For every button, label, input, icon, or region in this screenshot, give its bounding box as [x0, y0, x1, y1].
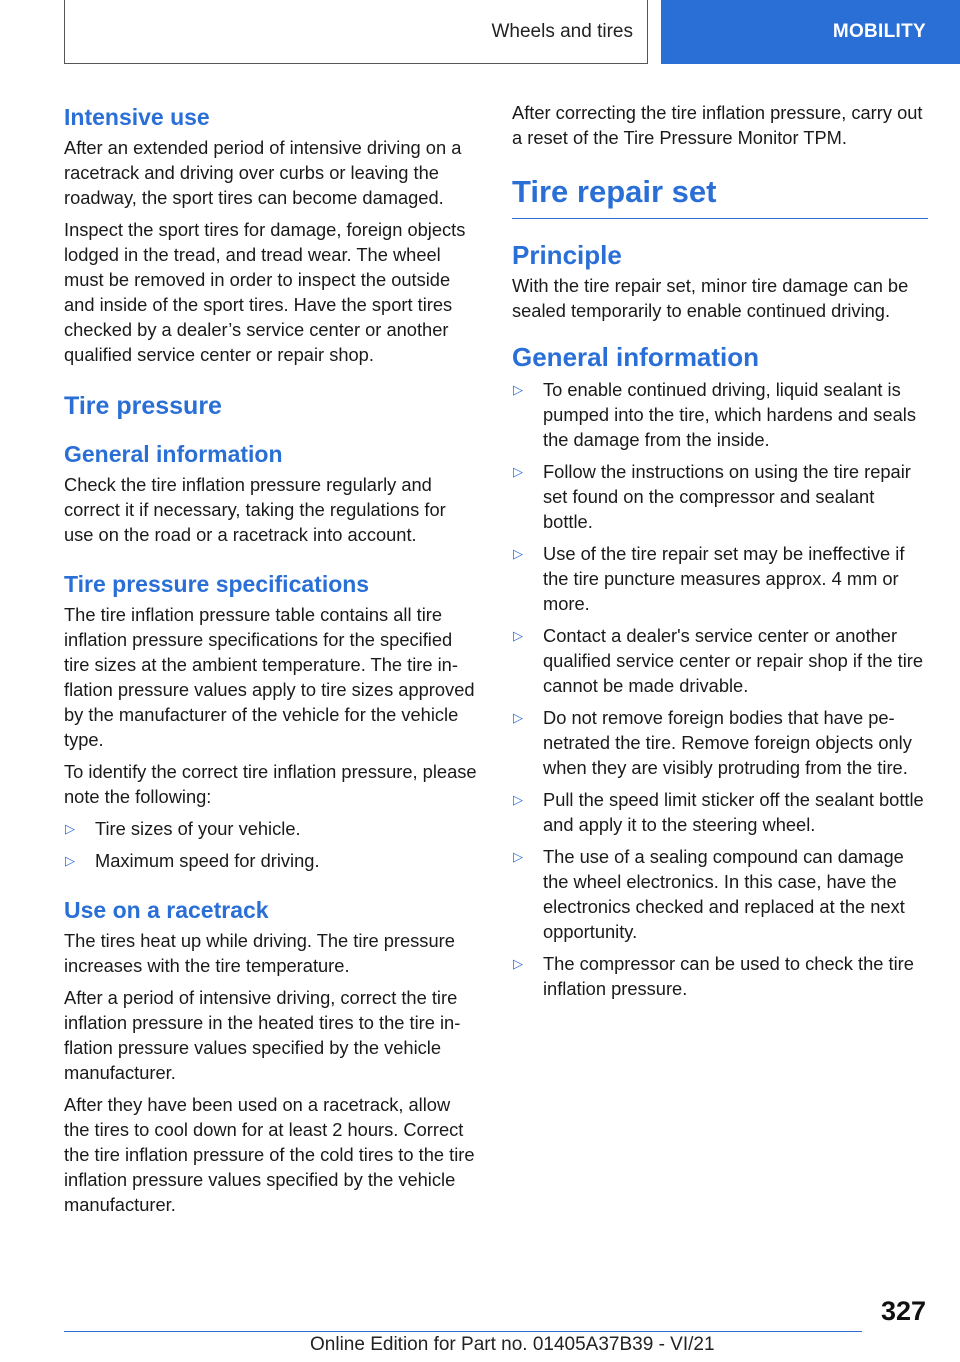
heading-general-information: General information — [64, 441, 283, 467]
list-item-text: Follow the instructions on using the tire repair set found on the compressor and sealant bottle. — [543, 461, 911, 532]
heading-tire-repair-set: Tire repair set — [512, 172, 928, 219]
heading-principle: Principle — [512, 240, 622, 270]
list-item-text: Contact a dealer's service center or another qualified service center or repair shop if the tire cannot be made drivable. — [543, 625, 924, 696]
header-chapter-tab — [661, 0, 960, 64]
paragraph: After a period of intensive driving, correct the tire inflation pressure in the heated tires to the tire inflation pressure values specified by the vehicle manufacturer. — [64, 987, 461, 1083]
list-item — [64, 816, 478, 841]
triangle-bullet-icon: ▷ — [513, 382, 523, 397]
list-item — [512, 844, 928, 944]
list-item — [512, 705, 928, 780]
paragraph: The tire inflation pressure table contains all tire inflation pressure specifications for the specified tire sizes at the ambient temperature. The tire inflation pressure values apply to tire sizes approved by the manufacturer of the vehicle for the vehicle type. — [64, 604, 475, 750]
page-number: 327 — [880, 1296, 926, 1326]
heading-use-on-racetrack: Use on a racetrack — [64, 897, 269, 923]
list-item-text: The use of a sealing compound can damage the wheel electronics. In this case, have the electronics checked and replaced at the next opportunity. — [543, 846, 905, 942]
triangle-bullet-icon: ▷ — [513, 956, 523, 971]
paragraph: After an extended period of intensive driving on a racetrack and driving over curbs or leaving the roadway, the sport tires can become damaged. — [64, 137, 462, 208]
heading-intensive-use: Intensive use — [64, 104, 210, 130]
triangle-bullet-icon: ▷ — [513, 464, 523, 479]
heading-tire-pressure-specifications: Tire pressure specifications — [64, 571, 370, 597]
list-item — [512, 377, 928, 452]
right-column — [512, 100, 928, 1008]
chapter-title: MOBILITY — [832, 21, 926, 42]
triangle-bullet-icon: ▷ — [513, 546, 523, 561]
list-item — [512, 541, 928, 616]
list-item-text: Do not remove foreign bodies that have penetrated the tire. Remove foreign objects only when they are visibly protruding from the tire. — [543, 707, 912, 778]
list-item — [512, 623, 928, 698]
list-item — [512, 787, 928, 837]
paragraph: With the tire repair set, minor tire damage can be sealed temporarily to enable continued driving. — [512, 275, 909, 321]
list-item-text: Maximum speed for driving. — [95, 850, 320, 871]
list-item — [512, 459, 928, 534]
list-item-text: Pull the speed limit sticker off the sealant bottle and apply it to the steering wheel. — [543, 789, 924, 835]
list-item-text: The compressor can be used to check the tire inflation pressure. — [543, 953, 914, 999]
heading-general-information: General information — [512, 342, 760, 372]
triangle-bullet-icon: ▷ — [513, 792, 523, 807]
list-item-text: Tire sizes of your vehicle. — [95, 818, 301, 839]
paragraph: After they have been used on a racetrack, allow the tires to cool down for at least 2 hours. Correct the tire inflation pressure of the cold tires to the tire inflation pressure values specified by the vehicle manufacturer. — [64, 1094, 475, 1215]
header-section-title — [64, 0, 648, 64]
list-item-text: Use of the tire repair set may be ineffective if the tire puncture measures approx. 4 mm or more. — [543, 543, 905, 614]
bullet-list — [64, 816, 478, 873]
paragraph: After correcting the tire inflation pressure, carry out a reset of the Tire Pressure Monitor TPM. — [512, 102, 923, 148]
footer-divider — [64, 1331, 862, 1332]
heading-tire-pressure: Tire pressure — [64, 392, 222, 420]
footer-edition: Online Edition for Part no. 01405A37B39 - VI/21 — [310, 1334, 715, 1355]
triangle-bullet-icon: ▷ — [65, 821, 75, 836]
paragraph: To identify the correct tire inflation pressure, please note the following: — [64, 761, 477, 807]
triangle-bullet-icon: ▷ — [513, 710, 523, 725]
list-item — [512, 951, 928, 1001]
triangle-bullet-icon: ▷ — [513, 628, 523, 643]
paragraph: The tires heat up while driving. The tire pressure increases with the tire temperature. — [64, 930, 455, 976]
list-item — [64, 848, 478, 873]
list-item-text: To enable continued driving, liquid sealant is pumped into the tire, which hardens and seals the damage from the inside. — [543, 379, 916, 450]
paragraph: Check the tire inflation pressure regularly and correct it if necessary, taking the regulations for use on the road or a racetrack into account. — [64, 474, 446, 545]
paragraph: Inspect the sport tires for damage, foreign objects lodged in the tread, and tread wear. The wheel must be removed in order to inspect the outside and inside of the sport tires. Have the sport tires checked by a dealer’s service center or another qualified service center or repair shop. — [64, 219, 466, 365]
left-column — [64, 100, 478, 1224]
triangle-bullet-icon: ▷ — [513, 849, 523, 864]
triangle-bullet-icon: ▷ — [65, 853, 75, 868]
bullet-list — [512, 377, 928, 1001]
section-title: Wheels and tires — [491, 20, 633, 42]
